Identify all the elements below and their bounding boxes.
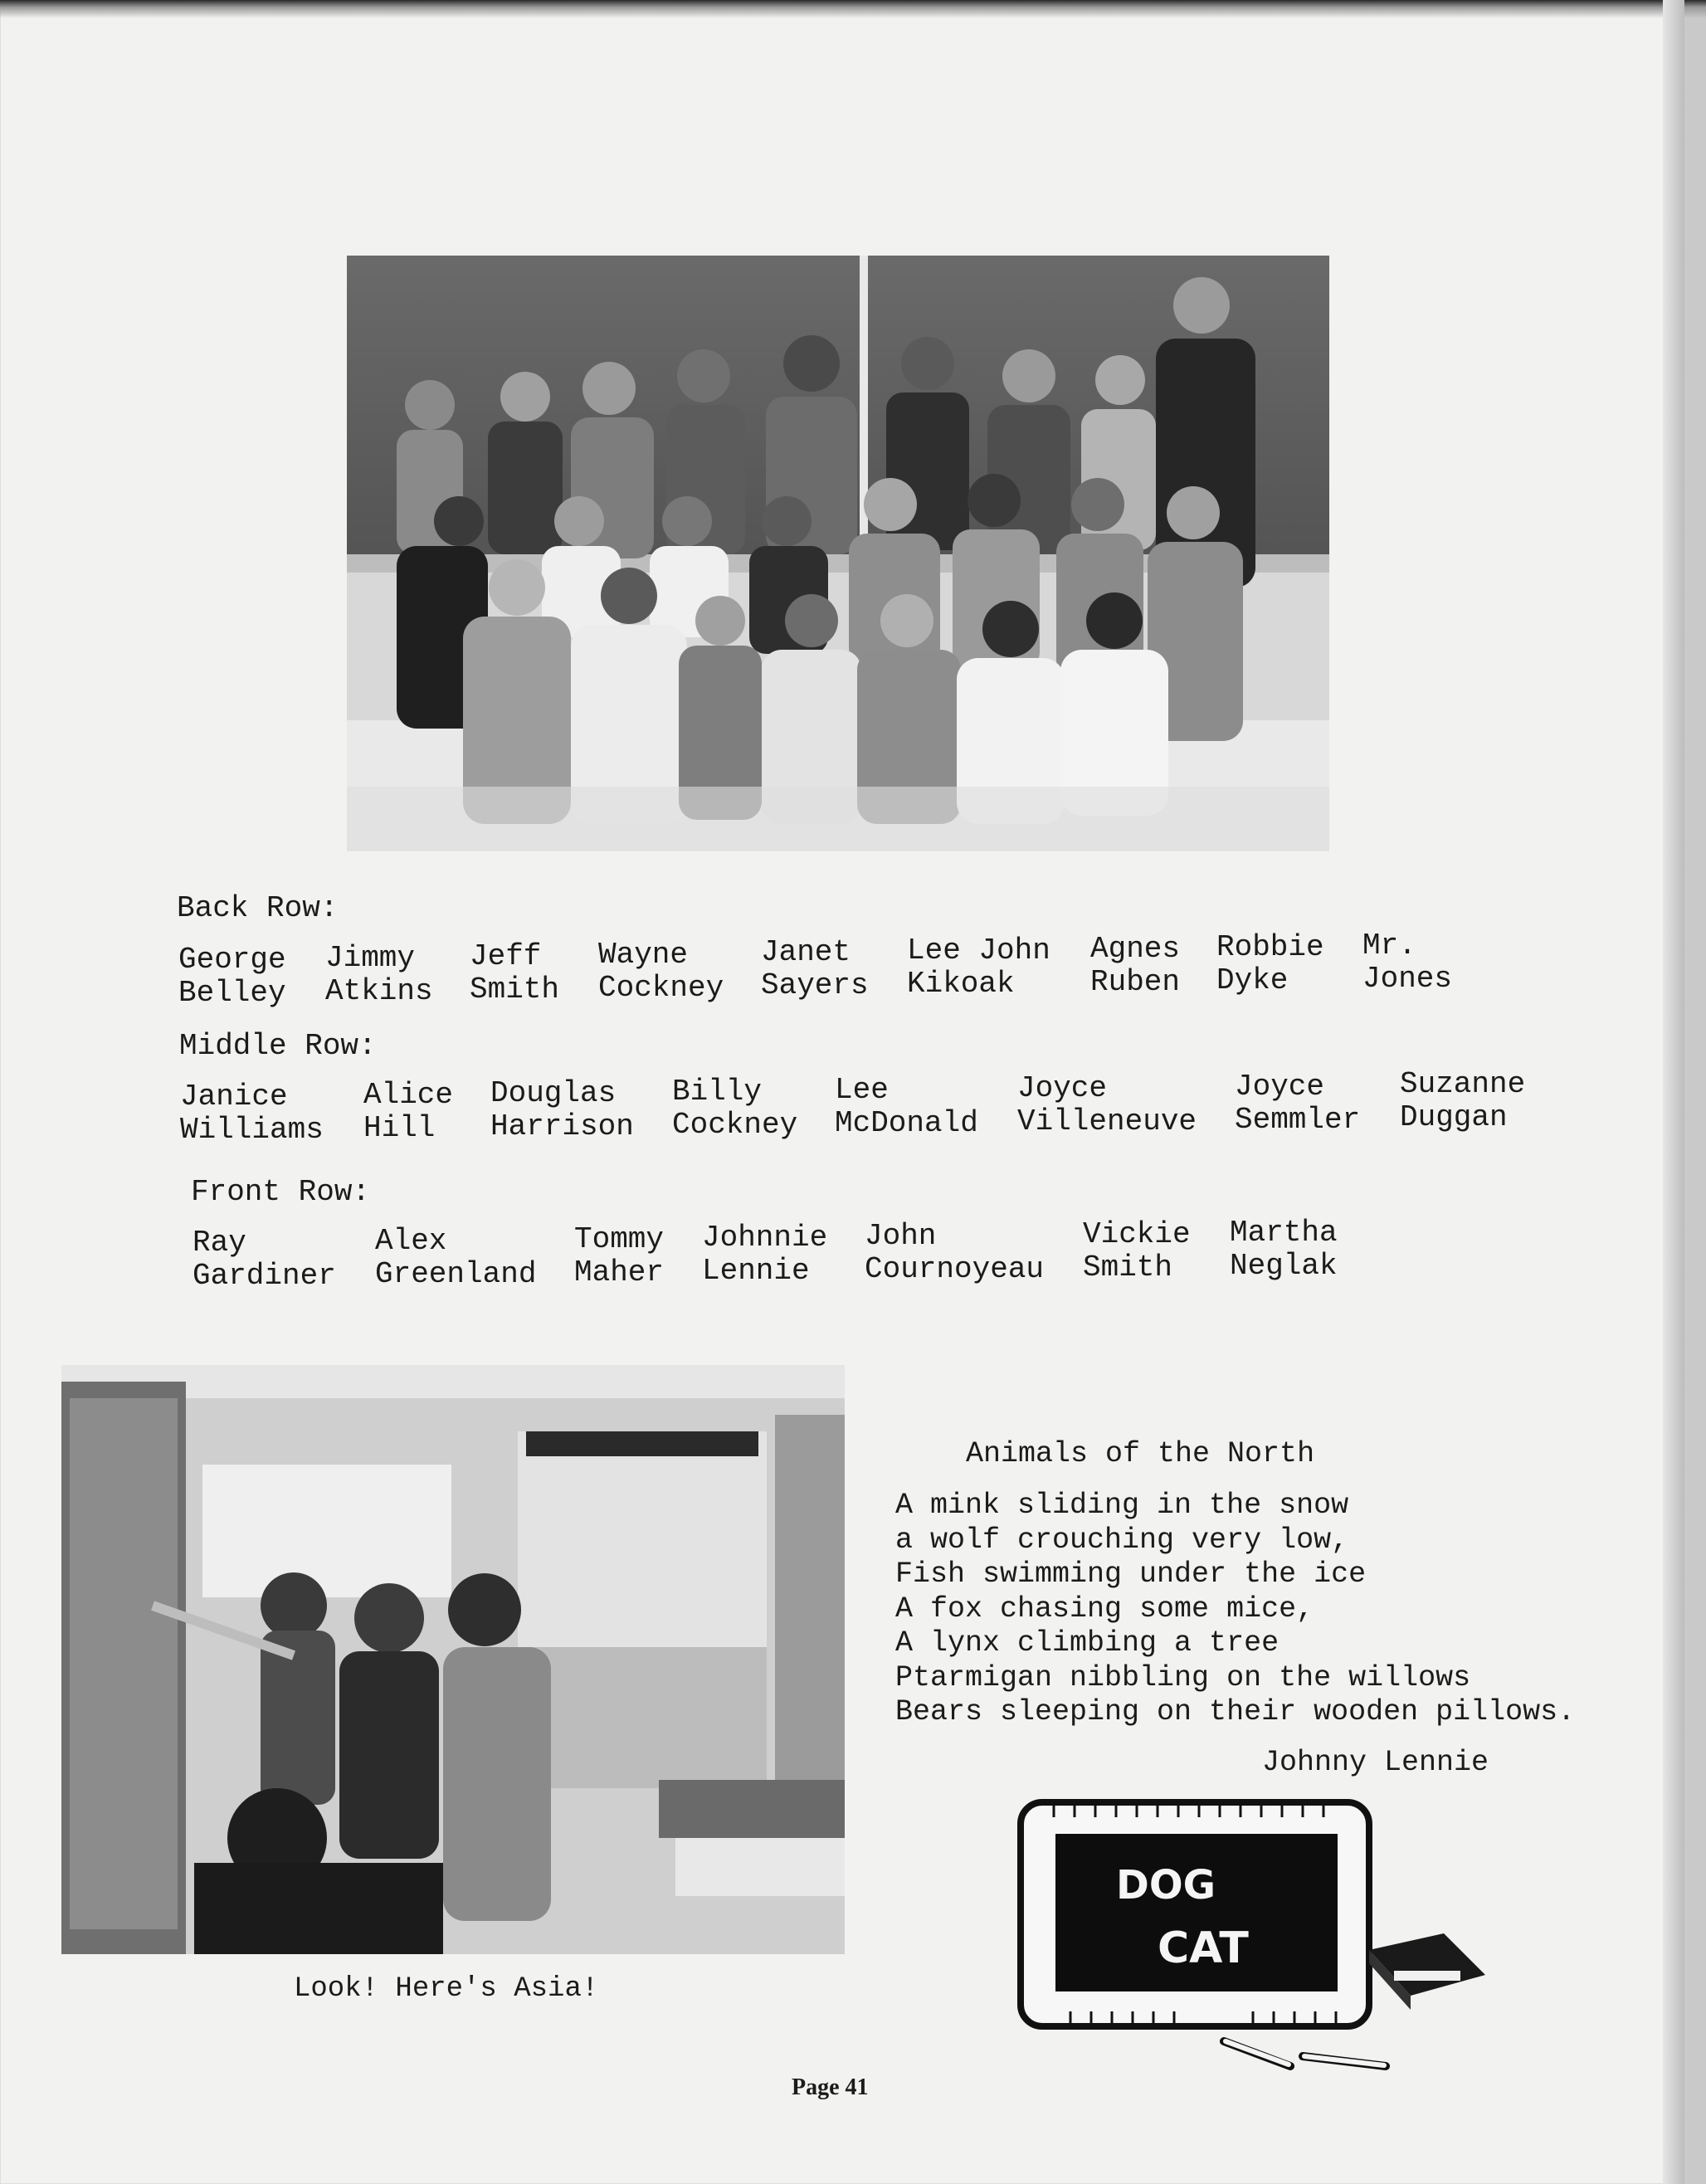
middle-row-name-8: Suzanne Duggan [1400, 1067, 1526, 1134]
back-row-name-8: Robbie Dyke [1216, 930, 1324, 997]
back-row-name-2: Jimmy Atkins [325, 941, 433, 1008]
poem-title: Animals of the North [966, 1437, 1315, 1470]
poem-line: a wolf crouching very low, [895, 1523, 1349, 1557]
poem-line: A mink sliding in the snow [895, 1489, 1349, 1522]
classroom-photo-caption: Look! Here's Asia! [294, 1973, 599, 2005]
poem-author: Johnny Lennie [1262, 1746, 1489, 1779]
middle-row-name-1: Janice Williams [180, 1080, 324, 1147]
front-row-name-2: Alex Greenland [375, 1224, 537, 1291]
back-row-name-4: Wayne Cockney [598, 938, 724, 1005]
chalkboard-drawing [1004, 1792, 1502, 2074]
front-row-name-7: Martha Neglak [1230, 1216, 1338, 1283]
class-photo [347, 256, 1329, 851]
poem-line: Ptarmigan nibbling on the willows [895, 1660, 1471, 1694]
classroom-photo-image [61, 1365, 845, 1954]
front-row-label: Front Row: [191, 1175, 371, 1209]
poem-line: Fish swimming under the ice [895, 1558, 1367, 1591]
page-edge [1663, 0, 1684, 2184]
middle-row-name-6: Joyce Villeneuve [1017, 1071, 1197, 1138]
poem-line: Bears sleeping on their wooden pillows. [895, 1695, 1576, 1728]
front-row-name-1: Ray Gardiner [193, 1226, 336, 1293]
chalkboard-word-cat: CAT [1158, 1923, 1249, 1973]
back-row-name-5: Janet Sayers [761, 935, 869, 1002]
chalkboard-word-dog: DOG [1116, 1862, 1216, 1909]
middle-row-name-2: Alice Hill [363, 1078, 454, 1145]
back-row-label: Back Row: [177, 891, 339, 925]
middle-row-label: Middle Row: [179, 1029, 377, 1063]
chalkboard-illustration [1004, 1792, 1502, 2074]
classroom-photo [61, 1365, 845, 1954]
back-row-name-1: George Belley [178, 943, 286, 1010]
front-row-name-6: Vickie Smith [1083, 1217, 1191, 1285]
page-number: Page 41 [792, 2074, 869, 2100]
front-row-name-3: Tommy Maher [574, 1222, 665, 1289]
poem-body [895, 1489, 1575, 1730]
poem-line: A lynx climbing a tree [895, 1626, 1280, 1660]
back-row-name-7: Agnes Ruben [1090, 932, 1181, 999]
back-row-name-9: Mr. Jones [1362, 929, 1453, 996]
back-row-name-6: Lee John Kikoak [907, 934, 1050, 1001]
middle-row-name-5: Lee McDonald [835, 1073, 978, 1140]
middle-row-name-4: Billy Cockney [672, 1075, 798, 1142]
poem-line: A fox chasing some mice, [895, 1592, 1314, 1626]
middle-row-name-7: Joyce Semmler [1235, 1070, 1361, 1137]
front-row-name-5: John Cournoyeau [865, 1219, 1045, 1286]
middle-row-name-3: Douglas Harrison [490, 1076, 634, 1143]
class-photo-image [347, 256, 1329, 851]
back-row-name-3: Jeff Smith [470, 939, 560, 1007]
scan-edge [0, 0, 1706, 18]
front-row-name-4: Johnnie Lennie [702, 1221, 828, 1288]
